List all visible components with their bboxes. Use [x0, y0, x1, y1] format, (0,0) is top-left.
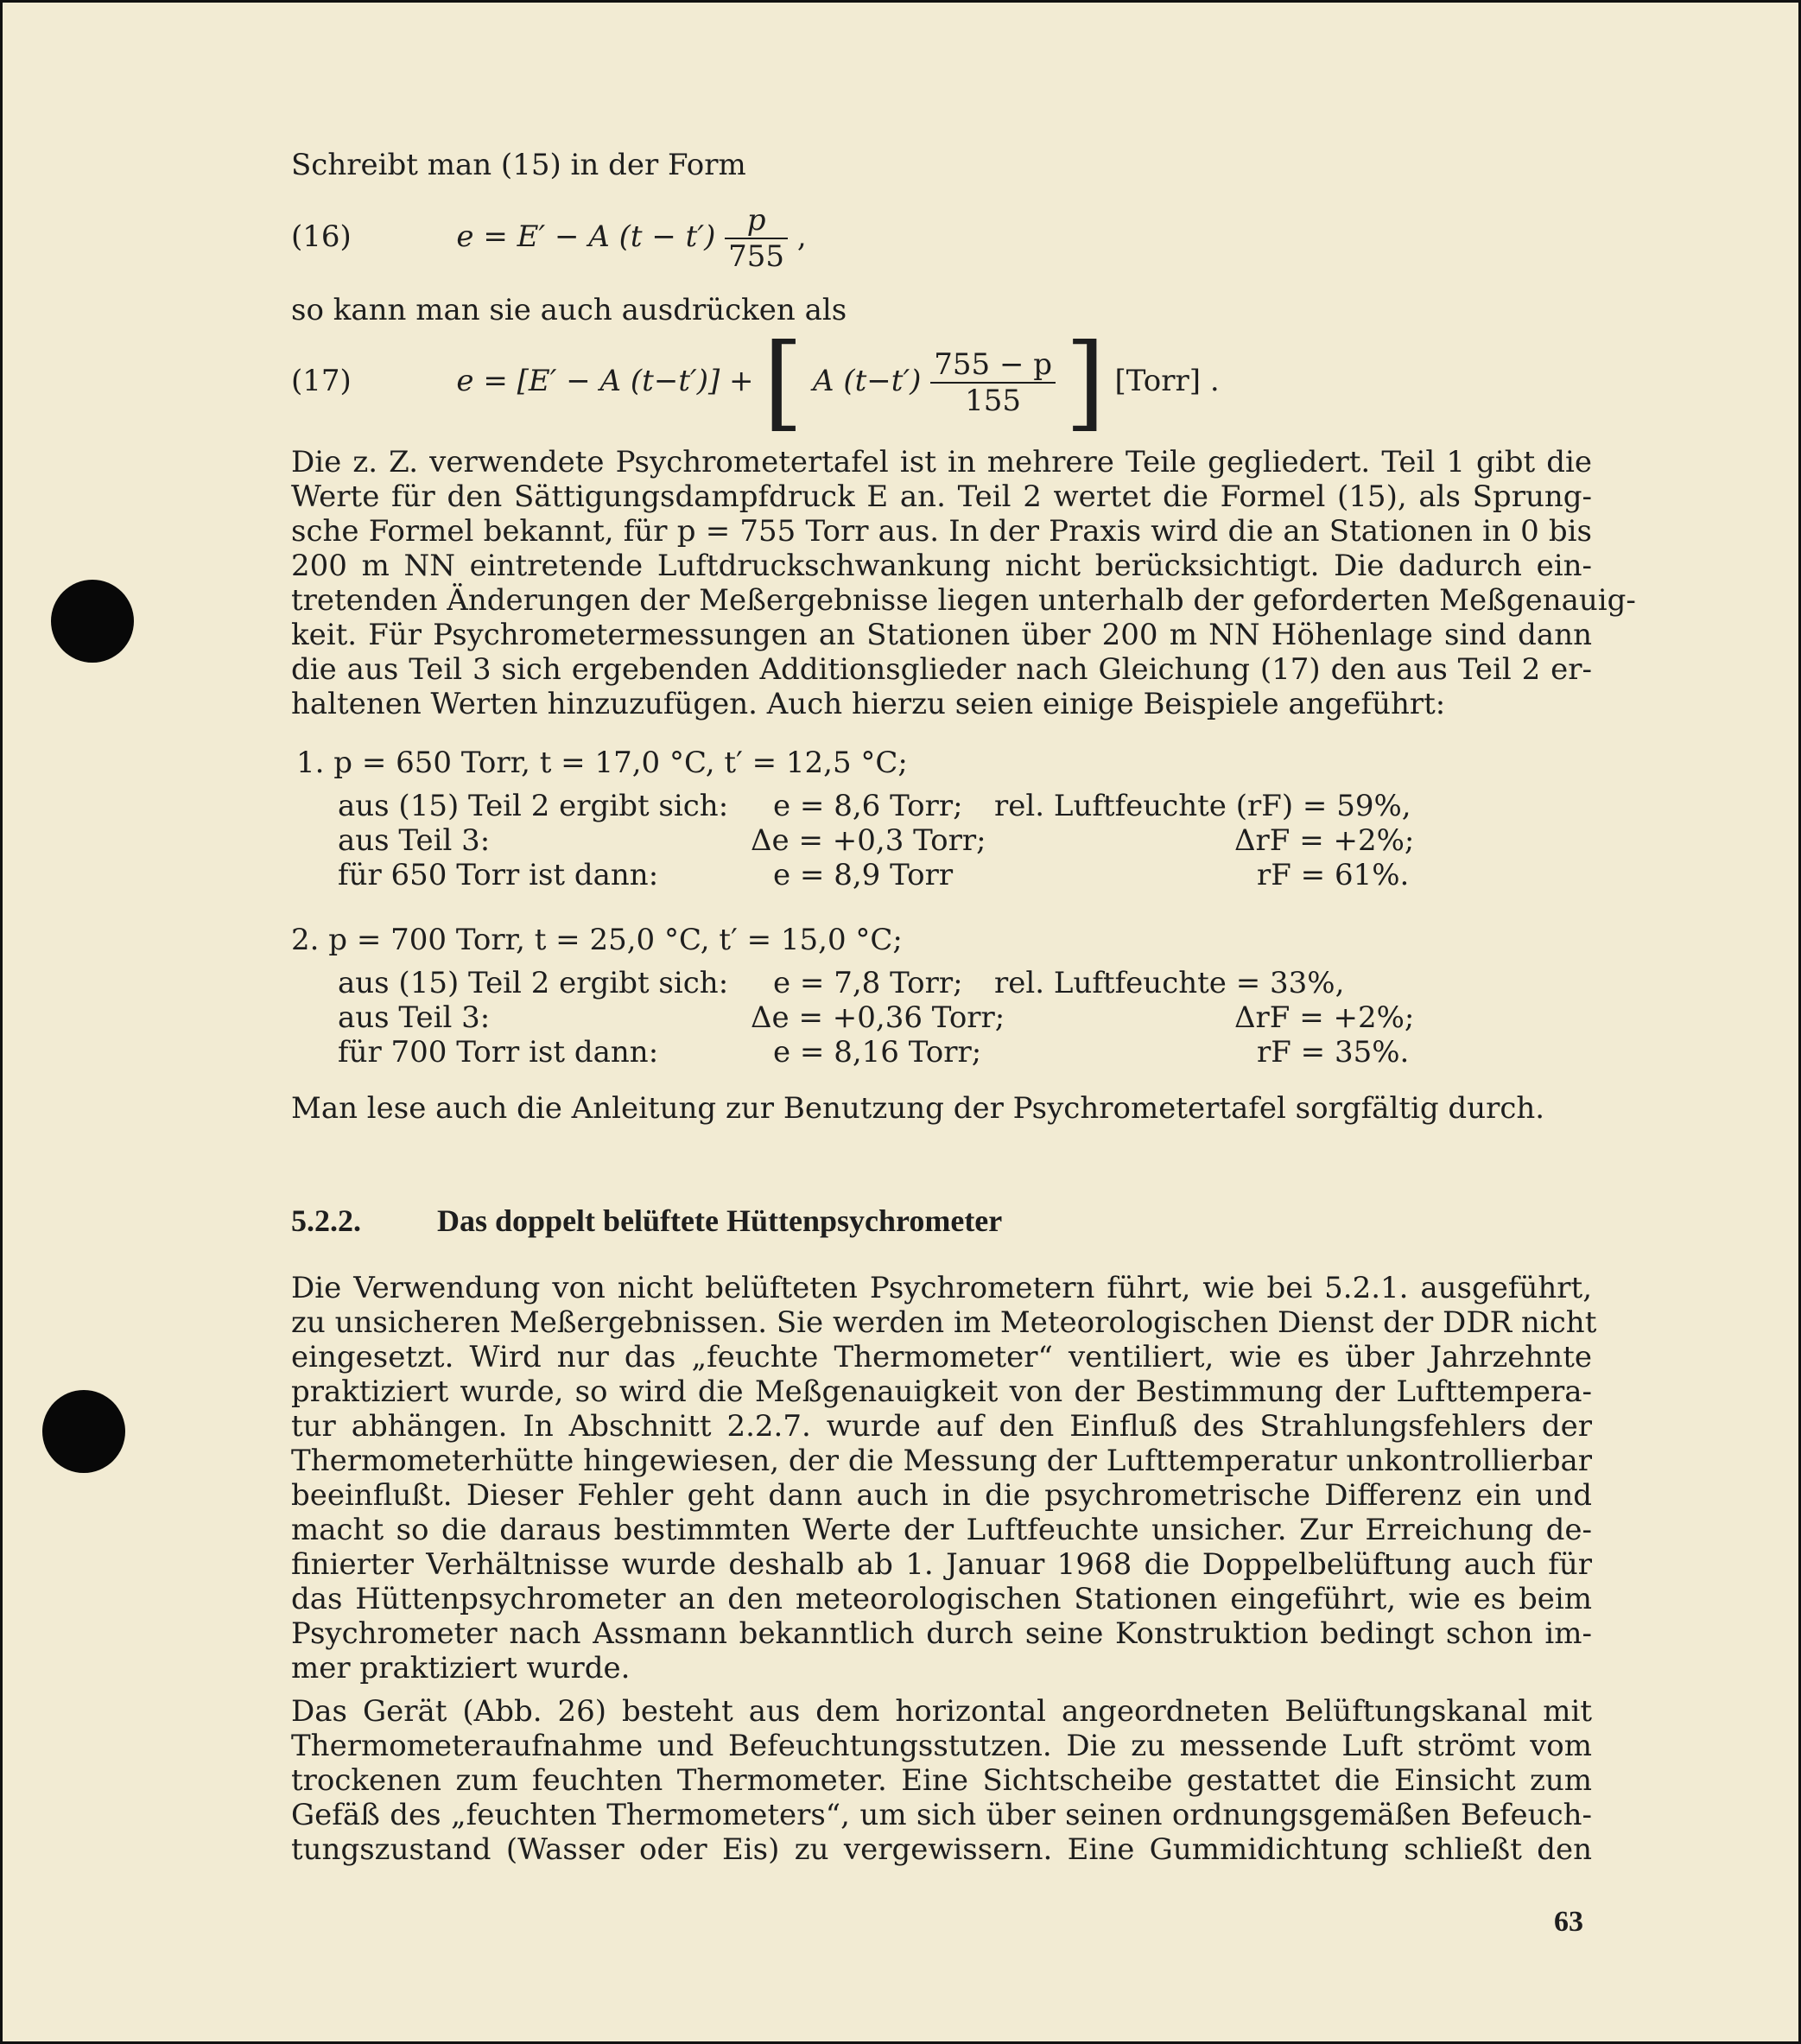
equation-number: (17)	[291, 364, 352, 398]
punch-hole-bottom	[42, 1390, 125, 1473]
equation-17: (17) e = [E′ − A (t−t′)] + [ A (t−t′) $\frac{755 - p}{155}$ ] [Torr] .	[291, 322, 1220, 442]
equation-fraction: $\frac{755 - p}{155}$	[930, 347, 1056, 418]
paragraph-psychrometertafel: Die z. Z. verwendete Psychrometertafel ist in mehrere Teile gegliedert. Teil 1 gibt die Werte für den Sättigungsdampfdruck E an. Teil 2 wertet die Formel (15), als Sprung- sche Formel bekannt, für p = 755 Torr aus. In der Praxis wird die an Stationen in 0 bis 200 m NN eintretende Luftdruckschwankung nicht berücksichtigt. Die dadurch ein- tretenden Änderungen der Meßergebnisse liegen unterhalb der geforderten Meßgenauig- keit. Für Psychrometermessungen an Stationen über 200 m NN Höhenlage sind dann die aus Teil 3 sich ergebenden Additionsglieder nach Gleichung (17) den aus Teil 2 er- haltenen Werten hinzuzufügen. Auch hierzu seien einige Beispiele angeführt:	[291, 445, 1636, 721]
section-heading	[291, 1203, 1002, 1238]
punch-hole-top	[51, 580, 134, 663]
intro-line: Schreibt man (15) in der Form	[291, 148, 746, 182]
equation-16: (16) e = E′ − A (t − t′) $\frac{p}{755}$ ,	[291, 203, 807, 274]
equation-lhs: e = E′ − A (t − t′)	[456, 219, 716, 254]
closing-line: Man lese auch die Anleitung zur Benutzung der Psychrometertafel sorgfältig durch.	[291, 1091, 1545, 1126]
equation-fraction: $\frac{p}{755}$	[725, 203, 788, 274]
paragraph-hüttenpsychrometer: Die Verwendung von nicht belüfteten Psychrometern führt, wie bei 5.2.1. ausgeführt, zu unsicheren Meßergebnissen. Sie werden im Meteorologischen Dienst der DDR nicht eingesetzt. Wird nur das „feuchte Thermometer“ ventiliert, wie es über Jahrzehnte praktiziert wurde, so wird die Meßgenauigkeit von der Bestimmung der Lufttempera- tur abhängen. In Abschnitt 2.2.7. wurde auf den Einfluß des Strahlungsfehlers der Thermometerhütte hingewiesen, der die Messung der Lufttemperatur unkontrollierbar beeinflußt. Dieser Fehler geht dann auch in die psychrometrische Differenz ein und macht so die daraus bestimmten Werte der Luftfeuchte unsicher. Zur Erreichung de- finierter Verhältnisse wurde deshalb ab 1. Januar 1968 die Doppelbelüftung auch für das Hüttenpsychrometer an den meteorologischen Stationen eingeführt, wie es beim Psychrometer nach Assmann bekanntlich durch seine Konstruktion bedingt schon im- mer praktiziert wurde.	[291, 1271, 1597, 1685]
paragraph-geraet: Das Gerät (Abb. 26) besteht aus dem horizontal angeordneten Belüftungskanal mit Thermometeraufnahme und Befeuchtungsstutzen. Die zu messende Luft strömt vom trockenen zum feuchten Thermometer. Eine Sichtscheibe gestattet die Einsicht zum Gefäß des „feuchten Thermometers“, um sich über seinen ordnungsgemäßen Befeuch- tungszustand (Wasser oder Eis) zu vergewissern. Eine Gummidichtung schließt den	[291, 1694, 1592, 1867]
document-page: Schreibt man (15) in der Form (16) e = E′ − A (t − t′) $\frac{p}{755}$ , so kann man sie auch ausdrücken als (17) e = [E′ − A (t−t′)] + [ A (t−t′) $\frac{755 - p}{155}$ ] [Torr] . Die z. Z. verwendete Psychrometertafel ist in mehrere Teile gegliedert. Teil 1 gibt die Werte für den Sättigungsdampfdruck E an. Teil 2 wertet die Formel (15), als Sprung- sche Formel bekannt, für p = 755 Torr aus. In der Praxis wird die an Stationen in 0 bis 200 m NN eintretende Luftdruckschwankung nicht berücksichtigt. Die dadurch ein- tretenden Änderungen der Meßergebnisse liegen unterhalb der geforderten Meßgenauig- keit. Für Psychrometermessungen an Stationen über 200 m NN Höhenlage sind dann die aus Teil 3 sich ergebenden Additionsglieder nach Gleichung (17) den aus Teil 2 er- haltenen Werten hinzuzufügen. Auch hierzu seien einige Beispiele angeführt: 1. p = 650 Torr, t = 17,0 °C, t′ = 12,5 °C; aus (15) Teil 2 ergibt sich: e = 8,6 Torr; rel. Luftfeuchte (rF) = 59%, aus Teil 3: Δe = +0,3 Torr; ΔrF = +2%; für 650 Torr ist dann: e = 8,9 Torr rF = 61%. 2. p = 700 Torr, t = 25,0 °C, t′ = 15,0 °C; aus (15) Teil 2 ergibt sich: e = 7,8 Torr; rel. Luftfeuchte = 33%, aus Teil 3: Δe = +0,36 Torr; ΔrF = +2%; für 700 Torr ist dann: e = 8,16 Torr; rF = 35%. Man lese auch die Anleitung zur Benutzung der Psychrometertafel sorgfältig durch. 5.2.2. Das doppelt belüftete Hüttenpsychrometer Die Verwendung von nicht belüfteten Psychrometern führt, wie bei 5.2.1. ausgeführt, zu unsicheren Meßergebnissen. Sie werden im Meteorologischen Dienst der DDR nicht eingesetzt. Wird nur das „feuchte Thermometer“ ventiliert, wie es über Jahrzehnte praktiziert wurde, so wird die Meßgenauigkeit von der Bestimmung der Lufttempera- tur abhängen. In Abschnitt 2.2.7. wurde auf den Einfluß des Strahlungsfehlers der Thermometerhütte hingewiesen, der die Messung der Lufttemperatur unkontrollierbar beeinflußt. Dieser Fehler geht dann auch in die psychrometrische Differenz ein und macht so die daraus bestimmten Werte der Luftfeuchte unsicher. Zur Erreichung de- finierter Verhältnisse wurde deshalb ab 1. Januar 1968 die Doppelbelüftung auch für das Hüttenpsychrometer an den meteorologischen Stationen eingeführt, wie es beim Psychrometer nach Assmann bekanntlich durch seine Konstruktion bedingt schon im- mer praktiziert wurde. Das Gerät (Abb. 26) besteht aus dem horizontal angeordneten Belüftungskanal mit Thermometeraufnahme und Befeuchtungsstutzen. Die zu messende Luft strömt vom trockenen zum feuchten Thermometer. Eine Sichtscheibe gestattet die Einsicht zum Gefäß des „feuchten Thermometers“, um sich über seinen ordnungsgemäßen Befeuch- tungszustand (Wasser oder Eis) zu vergewissern. Eine Gummidichtung schließt den 63	[0, 0, 1801, 2044]
equation-number: (16)	[291, 219, 352, 254]
mid-line: so kann man sie auch ausdrücken als	[291, 293, 847, 327]
equation-lhs: e = [E′ − A (t−t′)] +	[456, 364, 754, 398]
page-number: 63	[1554, 1906, 1583, 1938]
section-title: Das doppelt belüftete Hüttenpsychrometer	[437, 1203, 1003, 1238]
section-number: 5.2.2.	[291, 1203, 361, 1238]
